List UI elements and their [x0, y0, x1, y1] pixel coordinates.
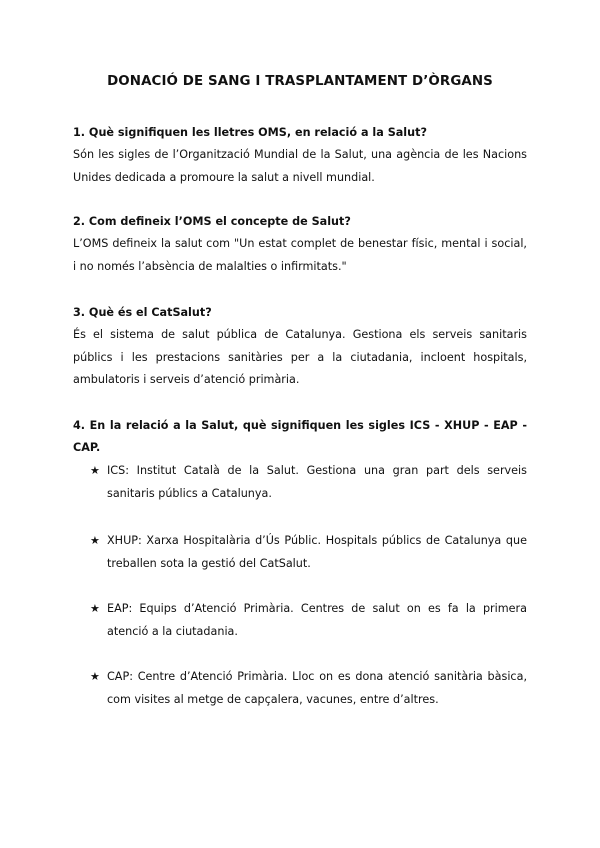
question-1: 1. Què signifiquen les lletres OMS, en relació a la Salut?	[73, 126, 427, 139]
question-4: 4. En la relació a la Salut, què signifiquen les sigles ICS - XHUP - EAP - CAP.	[73, 419, 527, 454]
star-icon: ★	[90, 464, 100, 477]
question-3: 3. Què és el CatSalut?	[73, 306, 212, 319]
list-item-xhup	[90, 529, 527, 575]
star-icon: ★	[90, 602, 100, 615]
answer-1: Són les sigles de l’Organització Mundial de la Salut, una agència de les Nacions Unides dedicada a promoure la salut a nivell mundial.	[73, 148, 527, 184]
list-item-text: ICS: Institut Català de la Salut. Gestiona una gran part dels serveis sanitaris públics a Catalunya.	[107, 464, 527, 500]
list-item-text: XHUP: Xarxa Hospitalària d’Ús Públic. Hospitals públics de Catalunya que treballen sota la gestió del CatSalut.	[107, 534, 527, 570]
answer-2: L’OMS defineix la salut com "Un estat complet de benestar físic, mental i social, i no només l’absència de malalties o infirmitats."	[73, 237, 527, 273]
star-icon: ★	[90, 534, 100, 547]
document-title: DONACIÓ DE SANG I TRASPLANTAMENT D’ÒRGANS	[107, 74, 493, 89]
list-item-cap	[90, 665, 527, 711]
list-item-eap	[90, 597, 527, 643]
star-icon: ★	[90, 670, 100, 683]
list-item-text: CAP: Centre d’Atenció Primària. Lloc on es dona atenció sanitària bàsica, com visites al metge de capçalera, vacunes, entre d’altres.	[107, 670, 527, 706]
answer-3: És el sistema de salut pública de Catalunya. Gestiona els serveis sanitaris públics i les prestacions sanitàries per a la ciutadania, incloent hospitals, ambulatoris i serveis d’atenció primària.	[73, 328, 527, 386]
list-item-text: EAP: Equips d’Atenció Primària. Centres de salut on es fa la primera atenció a la ciutadania.	[107, 602, 527, 638]
list-item-ics	[90, 459, 527, 505]
question-2: 2. Com defineix l’OMS el concepte de Salut?	[73, 215, 351, 228]
